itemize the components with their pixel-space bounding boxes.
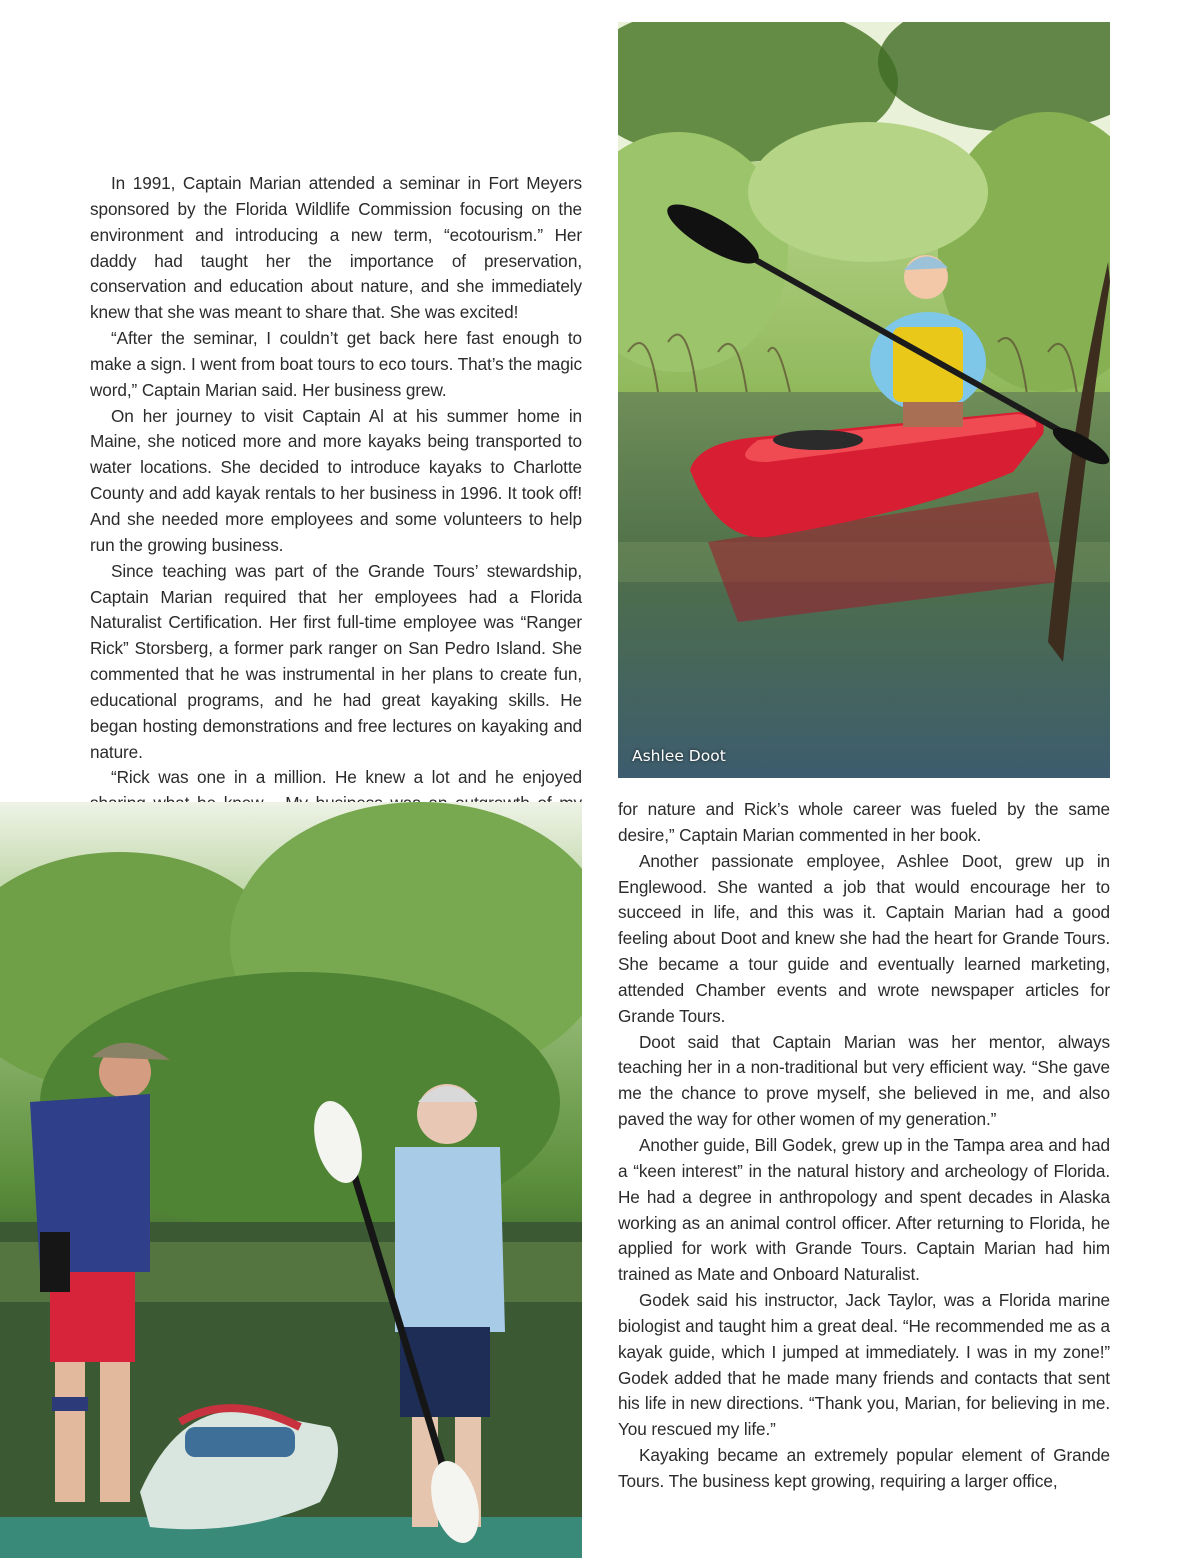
paragraph: “Rick was one in a million. He knew a lot and he enjoyed — [111, 767, 582, 788]
shore-photo — [0, 802, 582, 1558]
article-column-right — [618, 797, 1110, 1495]
paragraph: “After the seminar, I couldn’t get back here fast enough to make a sign. I went from boat tours to eco tours. That’s the magic word,” Captain Marian said. Her business grew. — [90, 328, 582, 400]
shore-photo-illustration — [0, 802, 582, 1558]
paragraph: Since teaching was part of the Grande Tours’ stewardship, Captain Marian required that her employees had a Florida Naturalist Certification. Her first full-time employee was “Ranger Rick” Storsberg, a former park ranger on San Pedro Island. She commented that he was instrumental in her plans to create fun, educational programs, and he had great kayaking skills. He began hosting demonstrations and free lectures on kayaking and nature. — [90, 560, 582, 762]
paragraph: Godek said his instructor, Jack Taylor, was a Florida marine biologist and taught him a great deal. “He recommended me as a kayak guide, which I jumped at immediately. I was in my zone!” Godek added that he made many friends and contacts that sent his life in new directions. “Thank you, Marian, for believing in me. You rescued my life.” — [618, 1290, 1110, 1440]
kayak-photo — [618, 22, 1110, 778]
article-column-left — [90, 171, 582, 843]
paragraph: Doot said that Captain Marian was her mentor, always teaching her in a non-traditional but very efficient way. “She gave me the chance to prove myself, she believed in me, and also paved the way for other women of my generation.” — [618, 1031, 1110, 1130]
paragraph: for nature and Rick’s whole career was fueled by the same desire,” Captain Marian commented in her book. — [618, 799, 1110, 845]
paragraph: In 1991, Captain Marian attended a seminar in Fort Meyers sponsored by the Florida Wildlife Commission focusing on the environment and introducing a new term, “ecotourism.” Her daddy had taught her the importance of preservation, conservation and education about nature, and she immediately knew that she was meant to share that. She was excited! — [90, 173, 582, 323]
paragraph: Another guide, Bill Godek, grew up in the Tampa area and had a “keen interest” in the natural history and archeology of Florida. He had a degree in anthropology and spent decades in Alaska working as an animal control officer. After returning to Florida, he applied for work with Grande Tours. Captain Marian had him trained as Mate and Onboard Naturalist. — [618, 1134, 1110, 1285]
paragraph: On her journey to visit Captain Al at his summer home in Maine, she noticed more and more kayaks being transported to water locations. She decided to introduce kayaks to Charlotte County and add kayak rentals to her business in 1996. It took off! And she needed more employees and some volunteers to help run the growing business. — [90, 405, 582, 555]
photo-caption: Ashlee Doot — [632, 747, 726, 765]
paragraph: Another passionate employee, Ashlee Doot, grew up in Englewood. She wanted a job that would encourage her to succeed in life, and this was it. Captain Marian had a good feeling about Doot and knew she had the heart for Grande Tours. She became a tour guide and eventually learned marketing, attended Chamber events and wrote newspaper articles for Grande Tours. — [618, 850, 1110, 1026]
kayak-photo-illustration — [618, 22, 1110, 778]
paragraph: Kayaking became an extremely popular element of Grande Tours. The business kept growing, requiring a larger office, — [618, 1445, 1110, 1491]
